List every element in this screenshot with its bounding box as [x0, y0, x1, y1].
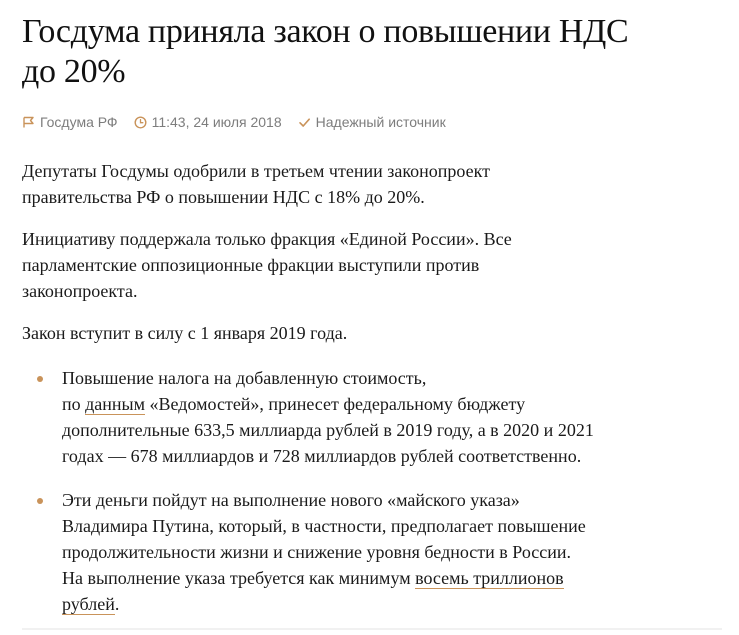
- bottom-divider: [22, 628, 722, 630]
- text-line: законопроекта.: [22, 281, 138, 301]
- source-flag-icon: [22, 116, 40, 129]
- text-fragment: «Ведомостей», принесет федеральному бюджету: [145, 394, 526, 414]
- bullet-dot: [37, 498, 43, 504]
- paragraph: [22, 226, 722, 304]
- article-meta: [22, 112, 722, 132]
- title-line: до 20%: [22, 53, 126, 90]
- bullet-list: [22, 365, 722, 617]
- text-line: [62, 391, 682, 417]
- text-line: годах — 678 миллиардов и 728 миллиардов рублей соответственно.: [62, 446, 582, 466]
- source-link[interactable]: Госдума РФ: [40, 114, 118, 130]
- meta-reliability: [298, 114, 446, 130]
- vedomosti-data-link[interactable]: данным: [85, 394, 146, 414]
- text-line: Повышение налога на добавленную стоимость,: [62, 368, 427, 388]
- list-item: [22, 487, 682, 617]
- text-fragment: На выполнение указа требуется как минимум: [62, 568, 416, 588]
- clock-icon: [134, 116, 152, 129]
- meta-source[interactable]: [22, 114, 118, 130]
- article-title: [22, 12, 722, 92]
- paragraph: [22, 158, 722, 210]
- title-line: Госдума приняла закон о повышении НДС: [22, 13, 629, 50]
- text-line: [62, 591, 682, 617]
- article-body: [22, 158, 722, 617]
- reliability-label: Надежный источник: [315, 114, 446, 130]
- text-line: Владимира Путина, который, в частности, предполагает повышение: [62, 516, 586, 536]
- text-fragment: по: [62, 394, 86, 414]
- meta-time: [134, 114, 282, 130]
- eight-trillion-link-continued[interactable]: рублей: [62, 594, 115, 614]
- checkmark-icon: [298, 116, 316, 129]
- text-line: Депутаты Госдумы одобрили в третьем чтении законопроект: [22, 161, 491, 181]
- text-fragment: .: [114, 594, 120, 614]
- text-line: парламентские оппозиционные фракции выступили против: [22, 255, 480, 275]
- article: [22, 0, 722, 617]
- bullet-dot: [37, 376, 43, 382]
- text-line: правительства РФ о повышении НДС с 18% до 20%.: [22, 187, 425, 207]
- eight-trillion-link[interactable]: восемь триллионов: [415, 568, 564, 588]
- list-item: [22, 365, 682, 469]
- text-line: Эти деньги пойдут на выполнение нового «майского указа»: [62, 490, 520, 510]
- text-line: Инициативу поддержала только фракция «Единой России». Все: [22, 229, 512, 249]
- text-line: дополнительные 633,5 миллиарда рублей в 2019 году, а в 2020 и 2021: [62, 420, 594, 440]
- text-line: [62, 565, 682, 591]
- text-line: продолжительности жизни и снижение уровня бедности в России.: [62, 542, 572, 562]
- publish-time: 11:43, 24 июля 2018: [151, 114, 282, 130]
- text-line: Закон вступит в силу с 1 января 2019 года.: [22, 323, 348, 343]
- paragraph: [22, 320, 722, 346]
